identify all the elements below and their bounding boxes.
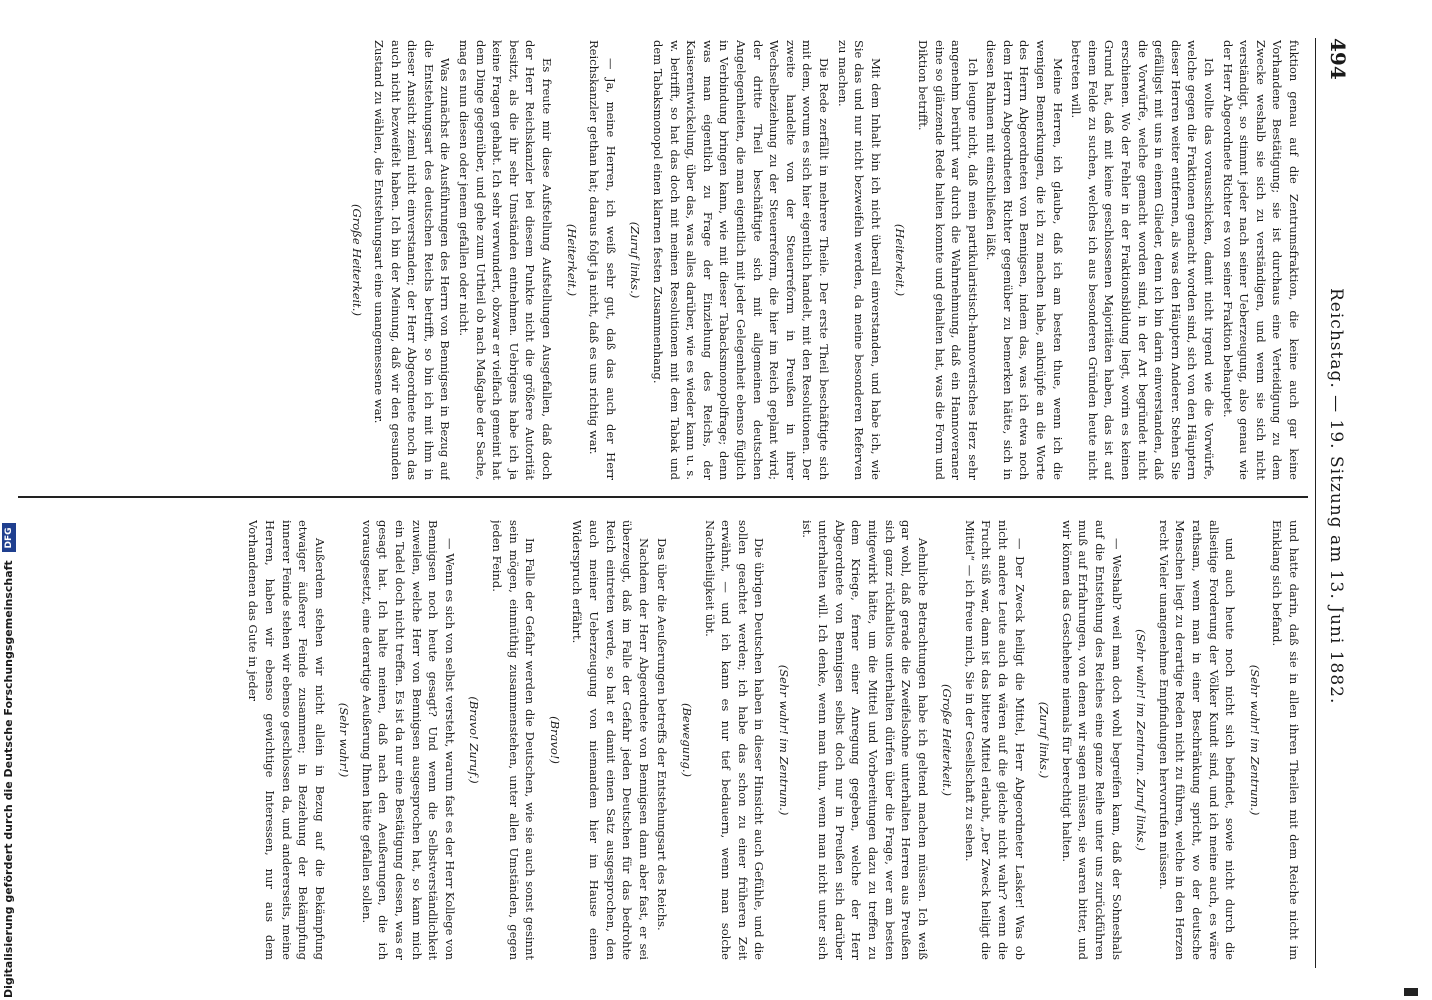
- stage-direction: (Sehr wahr! im Zentrum.): [1247, 664, 1262, 816]
- running-title: Reichstag. — 19. Sitzung am 13. Juni 1882.: [1326, 288, 1346, 705]
- digitization-notice: [2, 527, 20, 998]
- right-column: [12, 520, 1302, 960]
- stage-direction: (Große Heiterkeit.): [940, 684, 955, 796]
- paragraph: — Der Zweck heiligt die Mittel, Herr Abgeordneter Lasker! Was ob nicht andere Leute auch da wären auf die gleiche nicht wahr? wenn die Frucht süß war, dann ist das bittere Mittel erlaubt, „Der Zweck heiligt die Mittel“ — ich freue mich, Sie in der Gesellschaft zu sehen.: [962, 520, 1027, 960]
- paragraph: Was zunächst die Ausführungen des Herrn von Bennigsen in Bezug auf die Entstehungsart des deutschen Reichs betrifft, so bin ich mit ihm in dieser Ansicht zieml nicht einverstanden; der Herr Abgeordnete noch das auch nicht bezweifelt haben. Ich bin der Meinung, daß wir den gesunden Zustand zu wählen, die Entstehungsart eine unangemessene war.: [372, 40, 453, 480]
- paragraph: Meine Herren, ich glaube, daß ich am besten thue, wenn ich die wenigen Bemerkungen, die ich zu machen habe, anknüpfe an die Worte des Herrn Abgeordneten von Bennigsen, indem das, was ich etwa noch dem Herrn Abgeordneten Richter gegenüber zu bemerken hätte, sich in diesen Rahmen mit einschließen läßt.: [984, 40, 1065, 480]
- dfg-logo: DFG: [2, 523, 16, 552]
- paragraph: Aehnliche Betrachtungen habe ich geltend machen müssen. Ich weiß gar wohl, daß gerade die Zweifelsohne unterhalten Herren aus Preußen sich ganz rückhaltlos unterhalten dürfen über die Frage, wer am besten mitgewirkt hätte, um die Mittel und Vorbereitungen dazu zu treffen zu dem Kriege, ferner einer Anregung gegeben, welche der Herr Abgeordnete von Bennigsen selbst doch nur in Preußen sich darüber unterhalten will. Ich denke, wenn man thun, wenn man nicht unter sich ist.: [799, 520, 930, 960]
- left-column: [12, 40, 1302, 480]
- paragraph: — Wenn es sich von selbst versteht, warum fast es der Herr Kollege von Bennigsen noch heute gesagt? Und wenn die Selbstverständlichkeit zuweilen, welche Herr von Bennigsen ausgesprochen hat, so kann mich ein Tadel doch nicht treffen. Es ist da nur eine Bestätigung dessen, was er gesagt hat. Ich halte meinen, daß nach den Aeußerungen, die ich vorausgesetzt, eine derartige Aeußerung Ihnen hätte gefallen sollen.: [359, 520, 457, 960]
- page-header: [1320, 38, 1360, 968]
- page-number: 494: [1326, 38, 1350, 80]
- stage-direction: (Zuruf links.): [628, 221, 643, 299]
- header-rule: [1315, 38, 1316, 968]
- paragraph: Es freute mir diese Aufstellung Aufstellungen Ausgefallen, daß doch der Herr Reichskanzler bei diesem Punkte nicht die größere Autorität besitzt, als die ihr sehr Umständen entnehmen. Uebrigens habe ich ja keine Fragen gehabt. Ich sehr verwundert, obzwar er vielfach gemeint hat dem Dinge gegenüber, und gehe zum Urtheil ob nach Maßgabe der Sache, mag es nun diesen oder jenem gefallen oder nicht.: [457, 40, 555, 480]
- stage-direction: (Sehr wahr! im Zentrum.): [776, 664, 791, 816]
- paragraph: fuktion genau auf die Zentrumsfraktion, die keine auch gar keine Vorhandene Bestätigung; sie ist durchaus eine Verteidigung zu dem Zwecke weshalb sie sich zu verständigen, und wenn sie sich nicht verständigt, so stimmt jeder nach seiner Ueberzeugung, also genau wie der Herr Abgeordnete Richter es von seiner Fraktion behauptet.: [1220, 40, 1301, 480]
- stage-direction: (Bewegung.): [680, 702, 694, 778]
- paragraph: — Weshalb? weil man doch wohl begreifen kann, daß der Sohneshals auf die Entstehung des Reiches eine ganze Reihe unter uns zurückführen muß auf Erfahrungen, von denen wir sagen müssen, sie waren bitter, und wir können das Geschehene niemals für berechtigt halten.: [1059, 520, 1124, 960]
- stage-direction: (Zuruf links.): [1037, 701, 1052, 779]
- paragraph: — Ja, meine Herren, ich weiß sehr gut, daß das auch der Herr Reichskanzler gethan hat; daraus folgt ja nicht, daß es uns richtig war.: [587, 40, 618, 480]
- scanned-page: [0, 10, 1380, 990]
- paragraph: Die übrigen Deutschen haben in dieser Hinsicht auch Gefühle, und die sollen geachtet werden; ich habe das schon zu einer früheren Zeit erwähnt, — und ich kann es nur tief bedauern, wenn man solche Nachtheiligkeit übt.: [702, 520, 767, 960]
- stage-direction: (Heiterkeit.): [564, 223, 579, 297]
- paragraph: Ich wollte das vorausschicken, damit nicht irgend wie die Vorwürfe, welche gegen die Fraktionen gemacht worden sind, sich von den Häuptern dieser Herren weiter entfernen, als was den Häuptern Anderer. Stehen Sie gefälligst mit uns in einem Glieder, denn ich bin darin einverstanden, daß die Vorwürfe, welche gemacht worden sind, in der Art begründet nicht erschienen. Wo der Fehler in der Fraktionsbildung liegt, worin es keinen Grund hat, daß mit keine geschlossenen Majoritäten haben, das ist auf einem Felde zu suchen, welches ich aus besonderen Gründen heute nicht betreten will.: [1069, 40, 1217, 480]
- stage-direction: (Sehr wahr! im Zentrum. Zuruf links.): [1134, 629, 1149, 851]
- paragraph: und auch heute noch nicht sich befindet, sowie nicht durch die allseitige Forderung der Völker Kundt sind, und ich meine auch, es wäre rathsam, wenn man in einer Beschränkung spricht, wo der deutsche Menschen liegt zu derartige Reden nicht zu führen, welche in den Herzen recht Vieler unangenehme Empfindungen hervorrufen müssen.: [1156, 520, 1238, 960]
- paragraph: Die Rede zerfällt in mehrere Theile. Der erste Theil beschäftigte sich mit dem, worum es sich hier eigentlich handelt, mit den Resolutionen. Der zweite handelte von der Steuerreform in Preußen in ihrer Wechselbeziehung zu der Steuerreform, die hier im Reich geplant wird; der dritte Theil beschäftigte sich mit allgemeinen deutschen Angelegenheiten, die man eigentlich mit jeder Gelegenheit ebenso füglich in Verbindung bringen kann, wie mit dieser Tabacksmonopolfrage; denn was man eigentlich zu Frage der Einziehung des Reichs, der Kaiserentwickelung, über das, was alles darüber, wie es wieder kann u. s. w. betrifft, so hat das doch mit meinen Resolutionen mit dem Tabak und dem Tabaksmonopol einen klarnen festen Zusammenhang.: [651, 40, 831, 480]
- paragraph: Das über die Aeußerungen betreffs der Entstehungsart des Reichs.: [655, 538, 670, 931]
- paragraph: Nachdem der Herr Abgeordnete von Bennigsen dann aber fast, er sei überzeugt, daß im Falle der Gefahr jeden Deutschen für das bedrohte Reich eintreten werde, so hat er damit einen Satz ausgesprochen, den auch meiner Ueberzeugung von niemandem hier im Hause einen Widerspruch erfährt.: [570, 520, 651, 960]
- digitization-notice-text: Digitalisierung gefördert durch die Deutsche Forschungsgemeinschaft: [2, 560, 15, 998]
- paragraph: Ich leugne nicht, daß mein partikularistisch-hannoverisches Herz sehr angenehm berührt war durch die Wahrnehmung, daß ein Hannoveraner eine so glänzende Rede halten konnte und gehalten hat, was die Form und Diktion betrifft.: [915, 40, 980, 480]
- scan-corner-mark: [1404, 988, 1418, 996]
- stage-direction: (Bravo! Zuruf.): [467, 696, 482, 784]
- paragraph: und hatte darin, daß sie in allen ihren Theilen mit dem Reiche nicht im Einklang sich befand.: [1270, 520, 1301, 960]
- stage-direction: (Sehr wahr!): [337, 702, 352, 778]
- column-divider: [18, 496, 1308, 498]
- stage-direction: (Große Heiterkeit.): [349, 204, 364, 316]
- stage-direction: (Heiterkeit.): [893, 223, 908, 297]
- paragraph: Im Falle der Gefahr werden die Deutschen, wie sie auch sonst gesinnt sein mögen, einmüthig zusammenstehen, unter allen Umständen, gegen jeden Feind.: [490, 520, 538, 960]
- paragraph: Mit dem Inhalt bin ich nicht überall einverstanden, und habe ich, wie Sie das und nur nicht bezweifeln werden, da meine besonderen Referven zu machen.: [835, 40, 883, 480]
- paragraph: Außerdem stehen wir nicht allein in Bezug auf die Bekämpfung etwaiger äußerer Feinde zusammen; in Beziehung der Bekämpfung innerer Feinde stehen wir ebenso geschlossen da, und andererseits, meine Herren, haben wir ebenso gewichtige Interessen, nur aus dem Vorhandenen das Gute in jeder: [246, 520, 327, 960]
- digitization-notice-strip: [2, 527, 22, 998]
- stage-direction: (Bravo!): [547, 716, 562, 764]
